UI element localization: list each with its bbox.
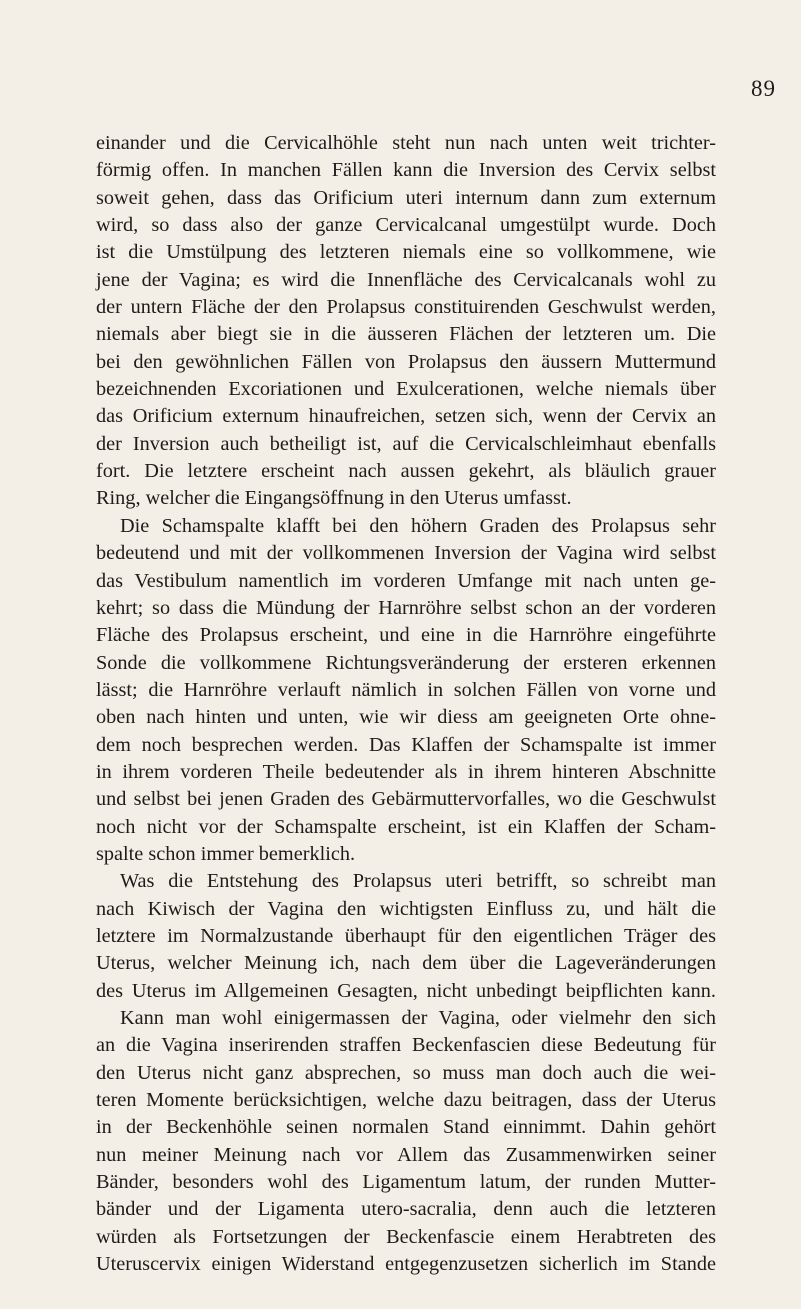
text-line: oben nach hinten und unten, wie wir diess am geeigneten Orte ohne- [96, 706, 716, 729]
text-line: fort. Die letztere erscheint nach aussen gekehrt, als bläulich grauer [96, 460, 716, 483]
text-line: Kann man wohl einigermassen der Vagina, oder vielmehr den sich [120, 1007, 716, 1029]
text-line: letztere im Normalzustande überhaupt für den eigentlichen Träger des [96, 924, 716, 947]
body-text [96, 130, 716, 1278]
text-line: in ihrem vorderen Theile bedeutender als in ihrem hinteren Abschnitte [96, 760, 716, 783]
text-line: bezeichnenden Excoriationen und Exulcerationen, welche niemals über [96, 378, 716, 401]
text-line: Uterus, welcher Meinung ich, nach dem über die Lageveränderungen [96, 952, 716, 975]
text-line: Bänder, besonders wohl des Ligamentum latum, der runden Mutter- [96, 1171, 716, 1194]
text-line: an die Vagina inserirenden straffen Beckenfascien diese Bedeutung für [96, 1034, 716, 1057]
paragraph-last-line: spalte schon immer bemerklich. [96, 842, 356, 865]
text-line: teren Momente berücksichtigen, welche dazu beitragen, dass der Uterus [96, 1089, 716, 1112]
text-line: das Orificium externum hinaufreichen, setzen sich, wenn der Cervix an [96, 405, 716, 428]
page-number: 89 [751, 76, 776, 101]
text-line: Fläche des Prolapsus erscheint, und eine in die Harnröhre eingeführte [96, 624, 716, 647]
text-line: soweit gehen, dass das Orificium uteri internum dann zum externum [96, 186, 716, 209]
text-line: ist die Umstülpung des letzteren niemals eine so vollkommene, wie [96, 241, 716, 264]
text-line: noch nicht vor der Schamspalte erscheint, ist ein Klaffen der Scham- [96, 815, 716, 838]
text-line: das Vestibulum namentlich im vorderen Umfange mit nach unten ge- [96, 569, 716, 592]
text-line: niemals aber biegt sie in die äusseren Flächen der letzteren um. Die [96, 323, 716, 346]
text-line: Uteruscervix einigen Widerstand entgegenzusetzen sicherlich im Stande [96, 1253, 716, 1276]
text-line: der Inversion auch betheiligt ist, auf die Cervicalschleimhaut ebenfalls [96, 432, 716, 455]
text-line: bedeutend und mit der vollkommenen Inversion der Vagina wird selbst [96, 542, 716, 565]
text-line: förmig offen. In manchen Fällen kann die Inversion des Cervix selbst [96, 159, 716, 182]
text-line: den Uterus nicht ganz absprechen, so muss man doch auch die wei- [96, 1061, 716, 1084]
text-line: und selbst bei jenen Graden des Gebärmuttervorfalles, wo die Geschwulst [96, 788, 716, 811]
text-line: wird, so dass also der ganze Cervicalcanal umgestülpt wurde. Doch [96, 214, 716, 237]
text-line: einander und die Cervicalhöhle steht nun nach unten weit trichter- [96, 132, 716, 154]
paragraph-first-line: Die Schamspalte klafft bei den höhern Graden des Prolapsus sehr [120, 514, 716, 537]
text-line: nach Kiwisch der Vagina den wichtigsten Einfluss zu, und hält die [96, 897, 716, 920]
text-line: der untern Fläche der den Prolapsus constituirenden Geschwulst werden, [96, 296, 716, 319]
text-line: dem noch besprechen werden. Das Klaffen der Schamspalte ist immer [96, 733, 716, 756]
text-line: in der Beckenhöhle seinen normalen Stand einnimmt. Dahin gehört [96, 1116, 716, 1139]
text-line: würden als Fortsetzungen der Beckenfascie einem Herabtreten des [96, 1225, 716, 1248]
text-line: Sonde die vollkommene Richtungsveränderung der ersteren erkennen [96, 651, 716, 674]
text-line: jene der Vagina; es wird die Innenfläche des Cervicalcanals wohl zu [96, 268, 716, 291]
text-line: des Uterus im Allgemeinen Gesagten, nicht unbedingt beipflichten kann. [96, 979, 716, 1002]
text-line: bänder und der Ligamenta utero-sacralia, denn auch die letzteren [96, 1198, 716, 1221]
paragraph-first-line: Was die Entstehung des Prolapsus uteri betrifft, so schreibt man [120, 870, 716, 893]
text-line: kehrt; so dass die Mündung der Harnröhre selbst schon an der vorderen [96, 596, 716, 619]
text-line: lässt; die Harnröhre verlauft nämlich in solchen Fällen von vorne und [96, 678, 716, 701]
text-line: nun meiner Meinung nach vor Allem das Zusammenwirken seiner [96, 1143, 716, 1166]
paragraph-last-line: Ring, welcher die Eingangsöffnung in den Uterus umfasst. [96, 487, 572, 510]
text-line: bei den gewöhnlichen Fällen von Prolapsus den äussern Muttermund [96, 350, 716, 373]
